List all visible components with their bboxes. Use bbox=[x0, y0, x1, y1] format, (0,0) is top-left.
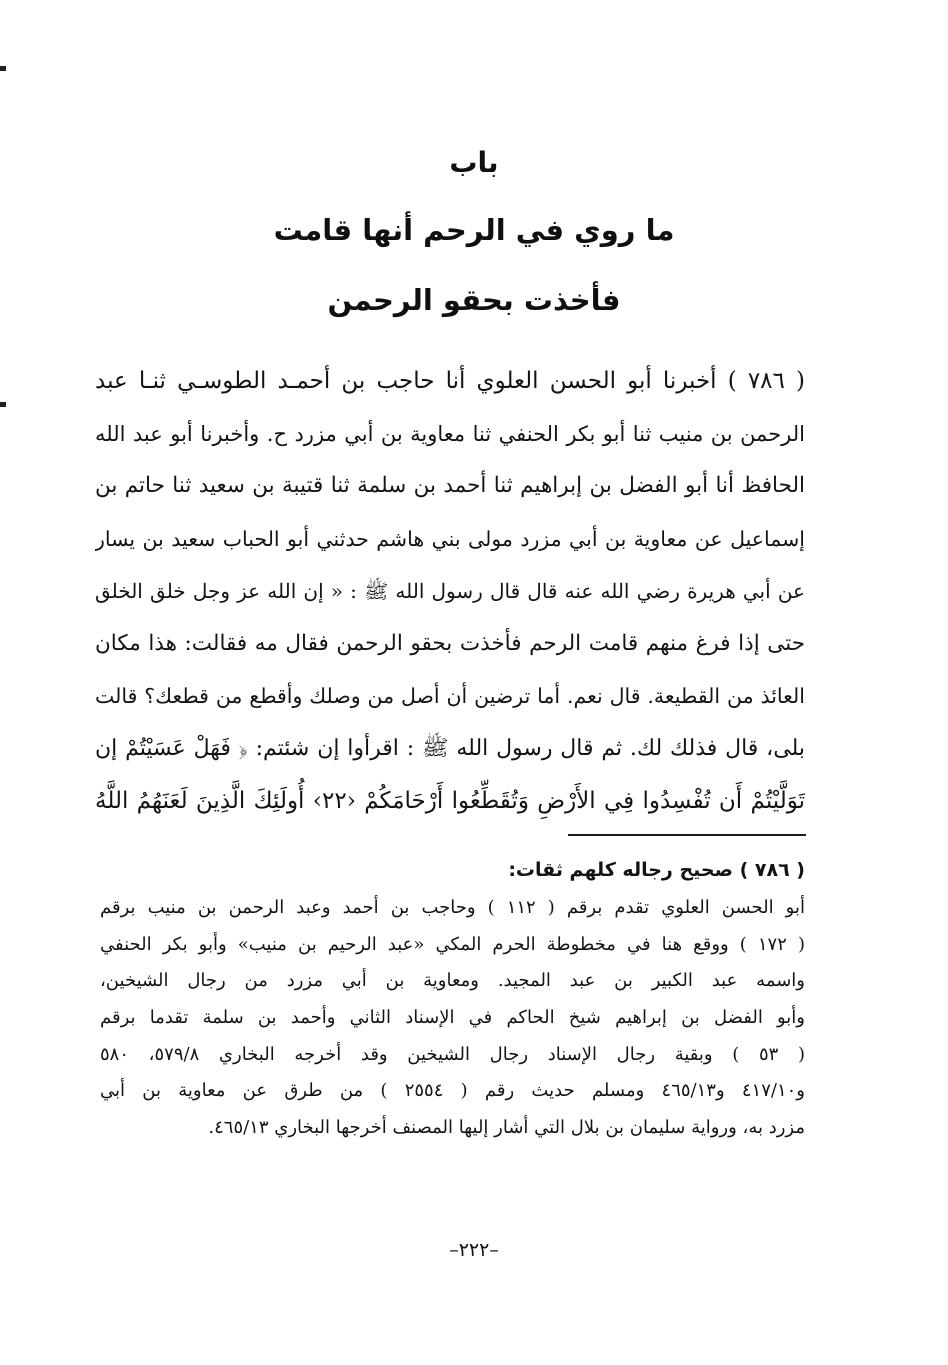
footnote-text bbox=[100, 890, 805, 1147]
text-line: بلى، قال فذلك لك. ثم قال رسول الله ﷺ : اقرأوا إن شئتم: ﴿ فَهَلْ عَسَيْتُمْ إن bbox=[95, 735, 805, 761]
footnote-line: مزرد به، ورواية سليمان بن بلال التي أشار إليها المصنف أخرجها البخاري ٤٦٥/١٣. bbox=[208, 1117, 805, 1139]
text-line: الحافظ أنا أبو الفضل بن إبراهيم ثنا أحمد بن سلمة ثنا قتيبة بن سعيد ثنا حاتم بن bbox=[95, 473, 805, 498]
footnote-divider bbox=[568, 834, 806, 836]
footnote-line: واسمه عبد الكبير بن عبد المجيد. ومعاوية بن أبي مزرد من رجال الشيخين، bbox=[100, 970, 805, 992]
text-line: العائذ من القطيعة. قال نعم. أما ترضين أن أصل من وصلك وأقطع من قطعك؟ قالت bbox=[95, 684, 805, 708]
scan-edge-mark bbox=[0, 402, 6, 407]
chapter-title-line-2: فأخذت بحقو الرحمن bbox=[327, 283, 621, 317]
chapter-label: باب bbox=[449, 146, 499, 179]
footnote-line: ( ٥٣ ) وبقية رجال الإسناد رجال الشيخين وقد أخرجه البخاري ٥٧٩/٨، ٥٨٠ bbox=[100, 1043, 805, 1065]
footnote-line: و٤١٧/١٠ و٤٦٥/١٣ ومسلم حديث رقم ( ٢٥٥٤ ) من طرق عن معاوية بن أبي bbox=[100, 1080, 805, 1102]
footnote-line: أبو الحسن العلوي تقدم برقم ( ١١٢ ) وحاجب بن أحمد وعبد الرحمن بن منيب برقم bbox=[100, 897, 805, 918]
text-line: حتى إذا فرغ منهم قامت الرحم فأخذت بحقو الرحمن فقال مه فقالت: هذا مكان bbox=[95, 630, 805, 656]
footnote-line: ( ١٧٢ ) ووقع هنا في مخطوطة الحرم المكي «عبد الرحيم بن منيب» وأبو بكر الحنفي bbox=[100, 933, 805, 955]
text-line: إسماعيل عن معاوية بن أبي مزرد مولى بني هاشم حدثني أبو الحباب سعيد بن يسار bbox=[95, 526, 805, 551]
hadith-text bbox=[95, 355, 805, 828]
text-line: الرحمن بن منيب ثنا أبو بكر الحنفي ثنا معاوية بن أبي مزرد ح. وأخبرنا أبو عبد الله bbox=[95, 421, 805, 446]
text-line: عن أبي هريرة رضي الله عنه قال قال رسول الله ﷺ : « إن الله عز وجل خلق الخلق bbox=[95, 579, 805, 603]
scan-edge-mark bbox=[0, 66, 6, 71]
text-line: تَوَلَّيْتُمْ أَن تُفْسِدُوا فِي الأَرْضِ وَتُقَطِّعُوا أَرْحَامَكُمْ ‹٢٢› أُولَئِكَ الَّذِينَ لَعَنَهُمُ اللَّهُ bbox=[95, 788, 805, 814]
text-line: ( ٧٨٦ ) أخبرنا أبو الحسن العلوي أنا حاجب بن أحمـد الطوسـي ثنـا عبد bbox=[95, 368, 805, 394]
chapter-title-line-1: ما روي في الرحم أنها قامت bbox=[273, 213, 675, 247]
page-number: –٢٢٢– bbox=[449, 1239, 499, 1261]
footnote-title: ( ٧٨٦ ) صحيح رجاله كلهم ثقات: bbox=[508, 859, 805, 881]
footnote-line: وأبو الفضل بن إبراهيم شيخ الحاكم في الإسناد الثاني وأحمد بن سلمة تقدما برقم bbox=[100, 1007, 805, 1029]
